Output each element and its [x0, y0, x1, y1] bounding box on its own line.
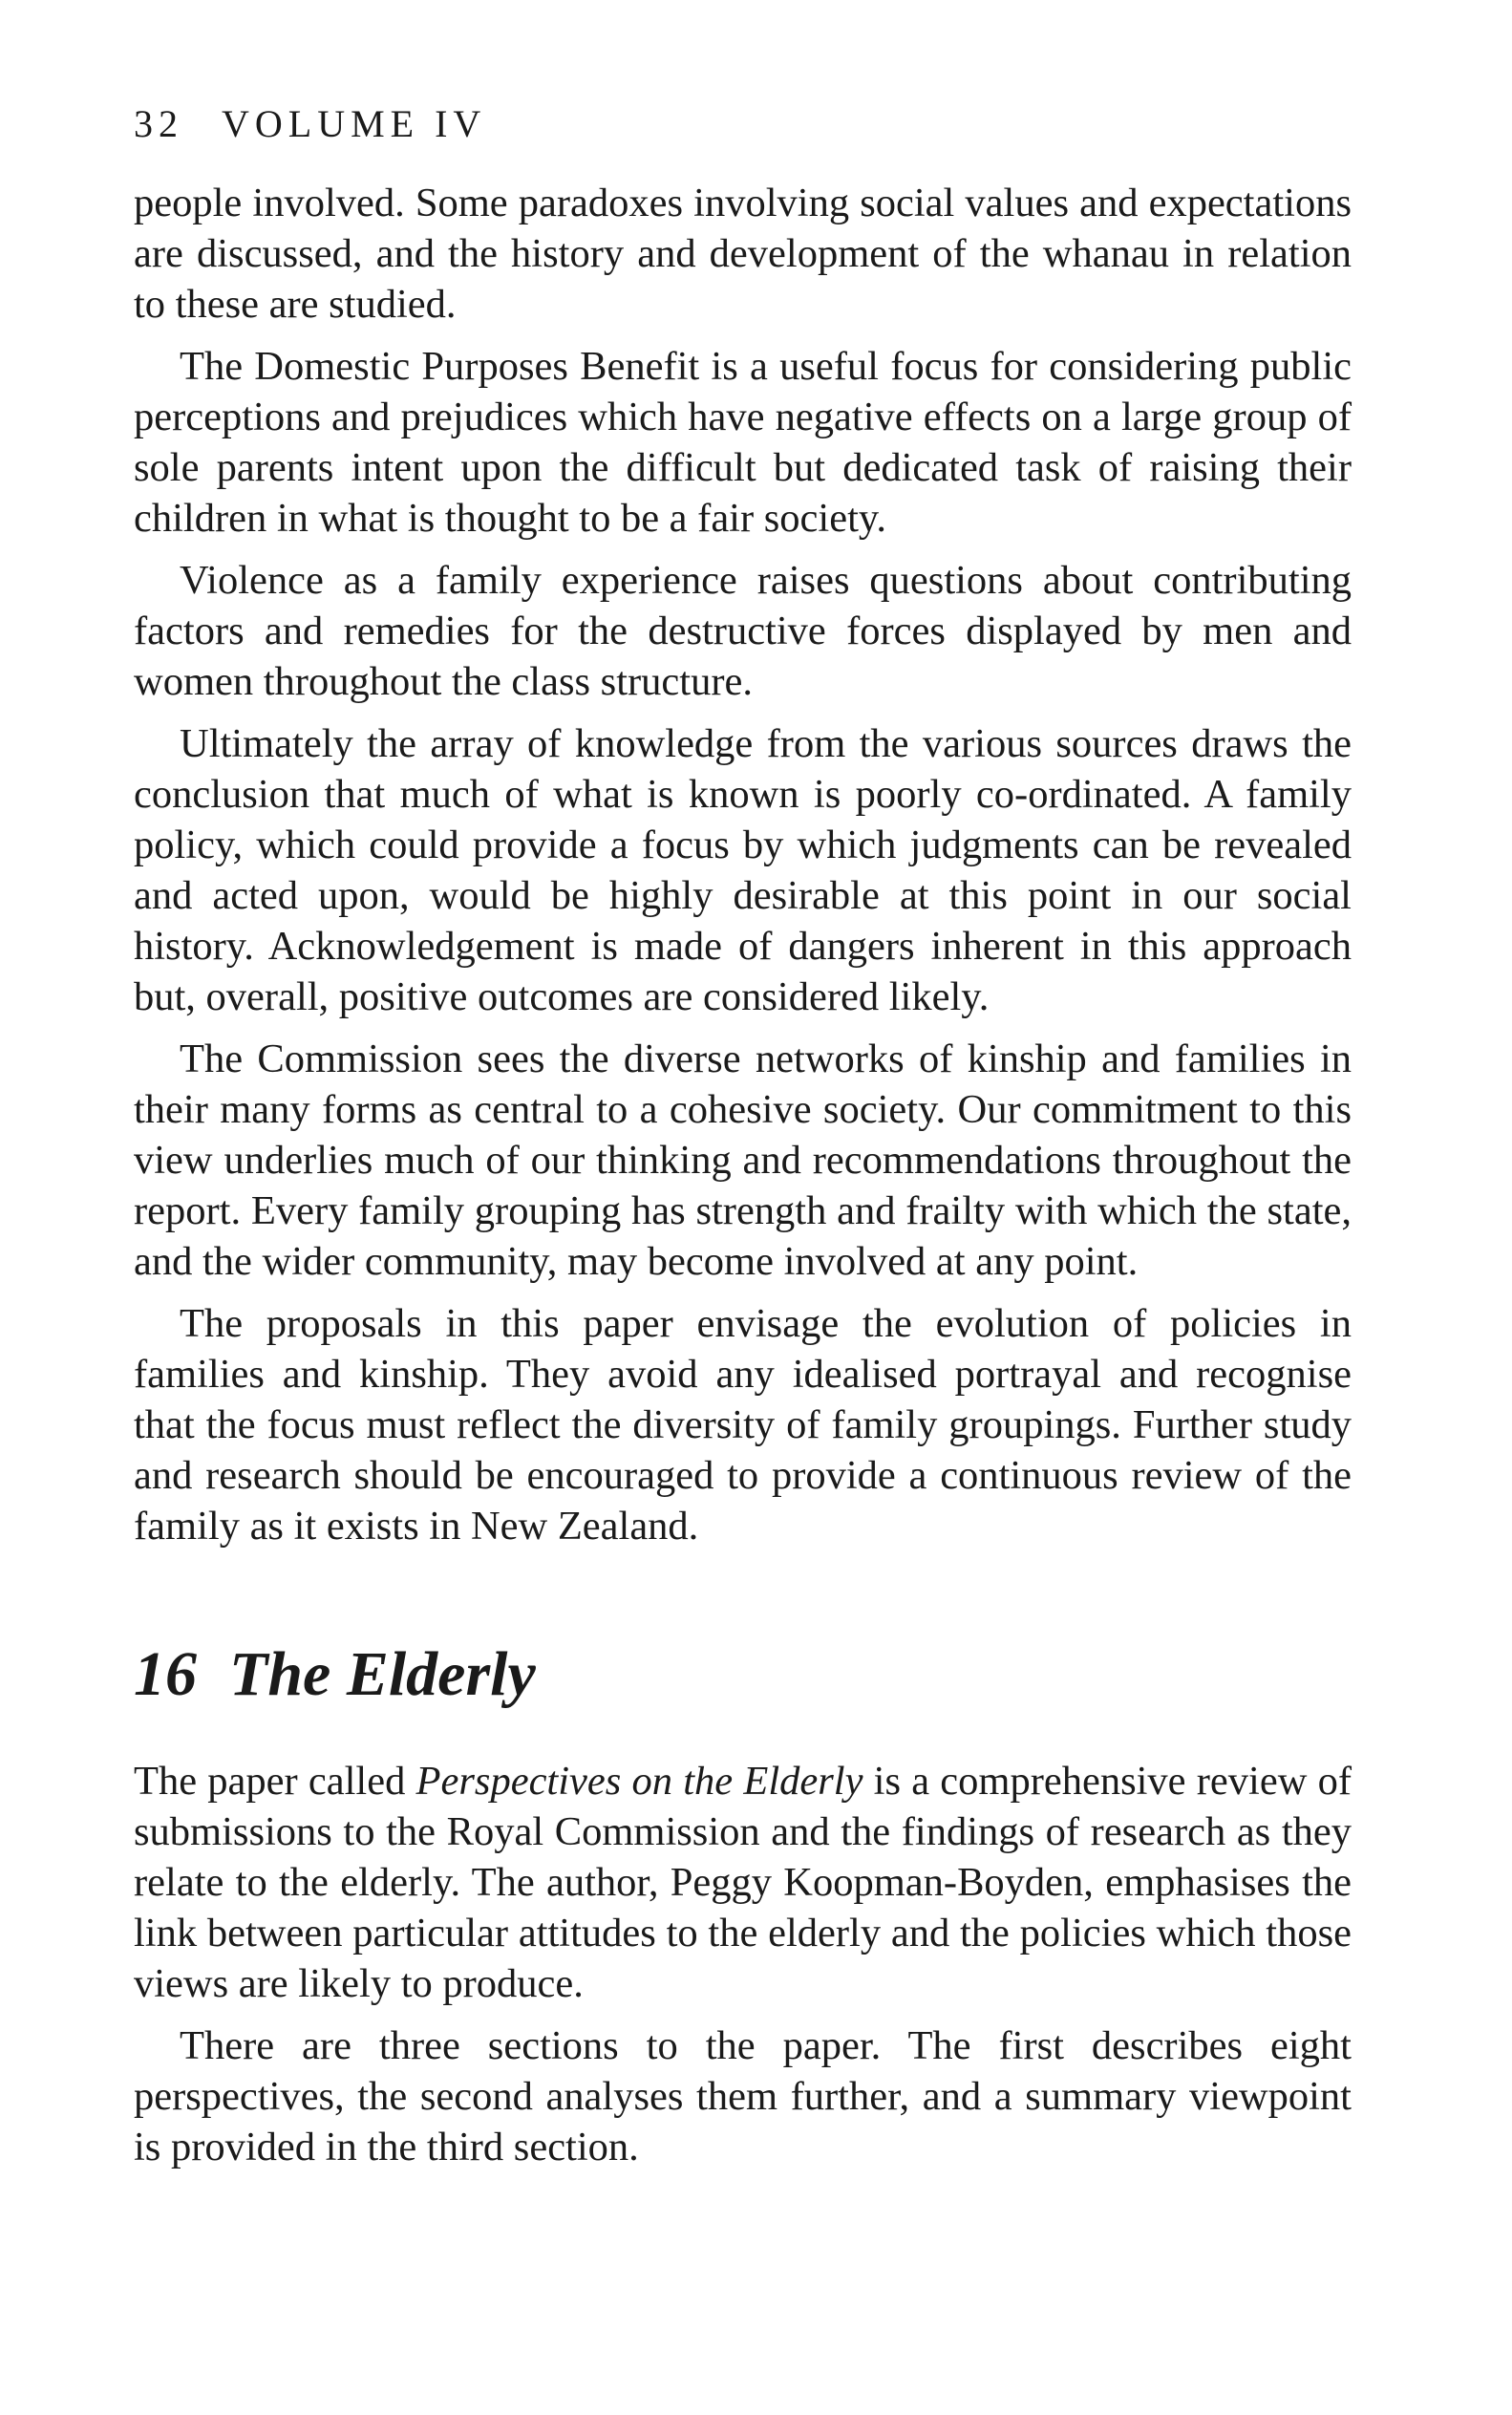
paragraph: Ultimately the array of knowledge from the various sources draws the conclusion that much of what is known is poorly co-ordinated. A family policy, which could provide a focus by which judgments can be revealed and acted upon, would be highly desirable at this point in our social history. Acknowledgement is made of dangers inherent in this approach but, overall, positive outcomes are considered likely.	[134, 721, 1352, 1019]
paragraph: The Commission sees the diverse networks of kinship and families in their many forms as central to a cohesive society. Our commitment to this view underlies much of our thinking and recommendations throughout the report. Every family grouping has strength and frailty with which the state, and the wider community, may become involved at any point.	[134, 1037, 1352, 1284]
running-title: VOLUME IV	[222, 102, 487, 145]
paragraph: people involved. Some paradoxes involving social values and expectations are discussed, and the history and development of the whanau in relation to these are studied.	[134, 181, 1352, 327]
section-paragraph	[134, 1756, 1352, 2009]
section-paragraph: There are three sections to the paper. The first describes eight perspectives, the second analyses them further, and a summary viewpoint is provided in the third section.	[134, 2023, 1352, 2169]
running-head	[134, 102, 1352, 145]
paper-title: Perspectives on the Elderly	[415, 1759, 863, 1804]
paragraph: The Domestic Purposes Benefit is a useful focus for considering public perceptions and prejudices which have negative effects on a large group of sole parents intent upon the difficult but dedicated task of raising their children in what is thought to be a fair society.	[134, 344, 1352, 541]
section-title: The Elderly	[229, 1639, 536, 1709]
body-text	[134, 178, 1352, 2172]
document-page	[134, 102, 1352, 2184]
section-heading	[134, 1639, 1352, 1709]
page-number: 32	[134, 102, 183, 145]
paragraph: Violence as a family experience raises questions about contributing factors and remedies for the destructive forces displayed by men and women throughout the class structure.	[134, 558, 1352, 704]
text-run: is a comprehensive review of submissions to the Royal Commission and the findings of research as they relate to the elderly. The author, Peggy Koopman-Boyden, emphasises the link between particular attitudes to the elderly and the policies which those views are likely to produce.	[134, 1759, 1352, 2006]
section-number: 16	[134, 1639, 197, 1709]
paragraph: The proposals in this paper envisage the evolution of policies in families and kinship. They avoid any idealised portrayal and recognise that the focus must reflect the diversity of family groupings. Further study and research should be encouraged to provide a continuous review of the family as it exists in New Zealand.	[134, 1301, 1352, 1549]
text-run: The paper called	[134, 1759, 416, 1804]
